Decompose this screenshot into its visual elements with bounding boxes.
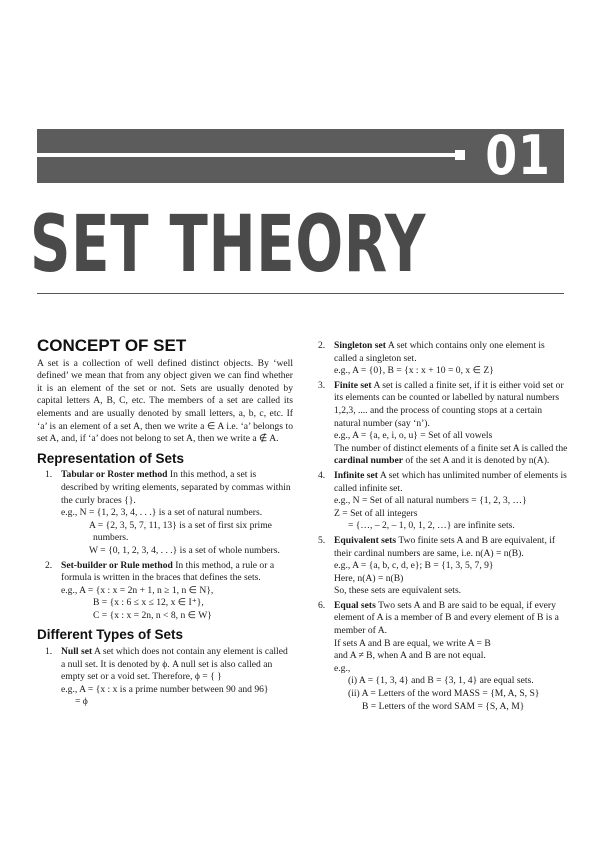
item-term: Singleton set (334, 340, 386, 351)
example-line: e.g., (334, 662, 351, 674)
example-line: e.g., A = {x : x is a prime number between 90 and 96} (61, 683, 269, 695)
example-line: A = {2, 3, 5, 7, 11, 13} is a set of first six prime (89, 519, 272, 531)
example-line: B = Letters of the word SAM = {S, A, M} (362, 700, 525, 712)
list-item: 2. Singleton set A set which contains only one element is called a singleton set. e.g., A = {0}, B = {x : x + 10 = 0, x ∈ Z} (318, 340, 568, 378)
example-line: e.g., A = {x : x = 2n + 1, n ≥ 1, n ∈ N}, (61, 584, 214, 596)
list-item: 5. Equivalent sets Two finite sets A and B are equivalent, if their cardinal numbers are same, i.e. n(A) = n(B). e.g., A = {a, b, c, d, e}; B = {1, 3, 5, 7, 9} Here, n(A) = n(B) So, these sets are equivalent sets. (318, 535, 568, 598)
item-term: Equal sets (334, 599, 376, 611)
item-term: Finite set (334, 379, 372, 391)
example-line: = ϕ (75, 696, 88, 708)
list-item: 1. Null set A set which does not contain any element is called a null set. It is denoted by ϕ. A null set is also called an empty set or a void set. Therefore, ϕ = { } e.g., A = {x : x is a prime number between 90 and 96} = ϕ (37, 646, 293, 709)
example-line: e.g., A = {0}, B = {x : x + 10 = 0, x ∈ Z} (334, 365, 494, 377)
example-line: e.g., A = {a, e, i, o, u} = Set of all vowels (334, 430, 493, 442)
section-heading: CONCEPT OF SET (37, 336, 187, 355)
list-item: 4. Infinite set A set which has unlimited number of elements is called infinite set. e.g., N = Set of all natural numbers = {1, 2, 3, …} Z = Set of all integers = {…, – 2, – 1, 0, 1, 2, …} are infinite sets. (318, 469, 567, 532)
chapter-title: SET THEORY (30, 200, 427, 290)
example-line: (ii) A = Letters of the word MASS = {M, A, S, S} (348, 688, 540, 700)
chapter-number: 01 (485, 124, 551, 187)
example-line: B = {x : 6 ≤ x ≤ 12, x ∈ I⁺}, (93, 597, 204, 609)
example-line: numbers. (93, 532, 129, 544)
right-column (318, 340, 568, 715)
title-divider (37, 293, 564, 294)
example-line: (i) A = {1, 3, 4} and B = {3, 1, 4} are equal sets. (348, 675, 534, 687)
example-line: = {…, – 2, – 1, 0, 1, 2, …} are infinite sets. (348, 520, 515, 532)
list-item: 6. Equal sets Two sets A and B are said to be equal, if every element of A is a member of B and every element of B is a member of A. If sets A and B are equal, we write A = B and A ≠ B, when A and B are not equal. e.g., (i) A = {1, 3, 4} and B = {3, 1, 4} are equal sets. (ii) A = Letters of the word MASS = {M, A, S, S} B = Letters of the word SAM = {S, A, M} (318, 600, 568, 713)
subheading-types: Different Types of Sets (37, 627, 184, 643)
item-term: Infinite set (334, 469, 378, 481)
item-term: Equivalent sets (334, 534, 397, 546)
example-line: and A ≠ B, when A and B are not equal. (334, 650, 486, 662)
list-item: 3. Finite set A set is called a finite set, if it is either void set or its elements can be counted or labelled by natural numbers 1,2,3, .... and the process of counting stops at a certain natural number (say ‘n’). e.g., A = {a, e, i, o, u} = Set of all vowels The number of distinct elements of a finite set A is called the cardinal number of the set A and it is denoted by n(A). (318, 379, 568, 467)
banner-square (455, 150, 465, 160)
intro-paragraph: A set is a collection of well defined distinct objects. By ‘well defined’ we mean that from any object given we can find whether it is an element of the set or not. Sets are usually denoted by capital letters A, B, C, etc. The members of a set are called its elements and are usually denoted by small letters, a, b, c, etc. If ‘a’ is an element of a set A, then we write a ∈ A i.e. ‘a’ belongs to set A, and, if ‘a’ does not belong to set A, then we write a ∉ A. (37, 357, 293, 445)
banner-stripe (37, 153, 461, 157)
left-column (37, 336, 293, 711)
item-term: Tabular or Roster method (61, 469, 168, 481)
example-line: Here, n(A) = n(B) (334, 572, 404, 584)
example-line: e.g., A = {a, b, c, d, e}; B = {1, 3, 5, 7, 9} (334, 560, 494, 572)
item-term: Null set (61, 646, 93, 658)
example-line: W = {0, 1, 2, 3, 4, . . .} is a set of whole numbers. (89, 544, 280, 556)
subheading-representation: Representation of Sets (37, 450, 185, 466)
example-line: e.g., N = {1, 2, 3, 4, . . .} is a set of natural numbers. (61, 507, 263, 519)
example-line: e.g., N = Set of all natural numbers = {1, 2, 3, …} (334, 495, 527, 507)
example-line: C = {x : x = 2n, n < 8, n ∈ W} (93, 609, 212, 621)
example-line: If sets A and B are equal, we write A = B (334, 637, 491, 649)
example-line: So, these sets are equivalent sets. (334, 585, 462, 597)
item-term: Set-builder or Rule method (61, 559, 173, 571)
list-item: 1. Tabular or Roster method In this method, a set is described by writing elements, separated by commas within the curly braces {}. e.g., N = {1, 2, 3, 4, . . .} is a set of natural numbers. A = {2, 3, 5, 7, 11, 13} is a set of first six prime numbers. W = {0, 1, 2, 3, 4, . . .} is a set of whole numbers. (37, 469, 293, 557)
cardinal-note: The number of distinct elements of a finite set A is called the cardinal number of the set A and it is denoted by n(A). (334, 442, 568, 467)
list-item: 2. Set-builder or Rule method In this method, a rule or a formula is written in the braces that defines the sets. e.g., A = {x : x = 2n + 1, n ≥ 1, n ∈ N}, B = {x : 6 ≤ x ≤ 12, x ∈ I⁺}, C = {x : x = 2n, n < 8, n ∈ W} (37, 560, 293, 623)
example-line: Z = Set of all integers (334, 507, 418, 519)
